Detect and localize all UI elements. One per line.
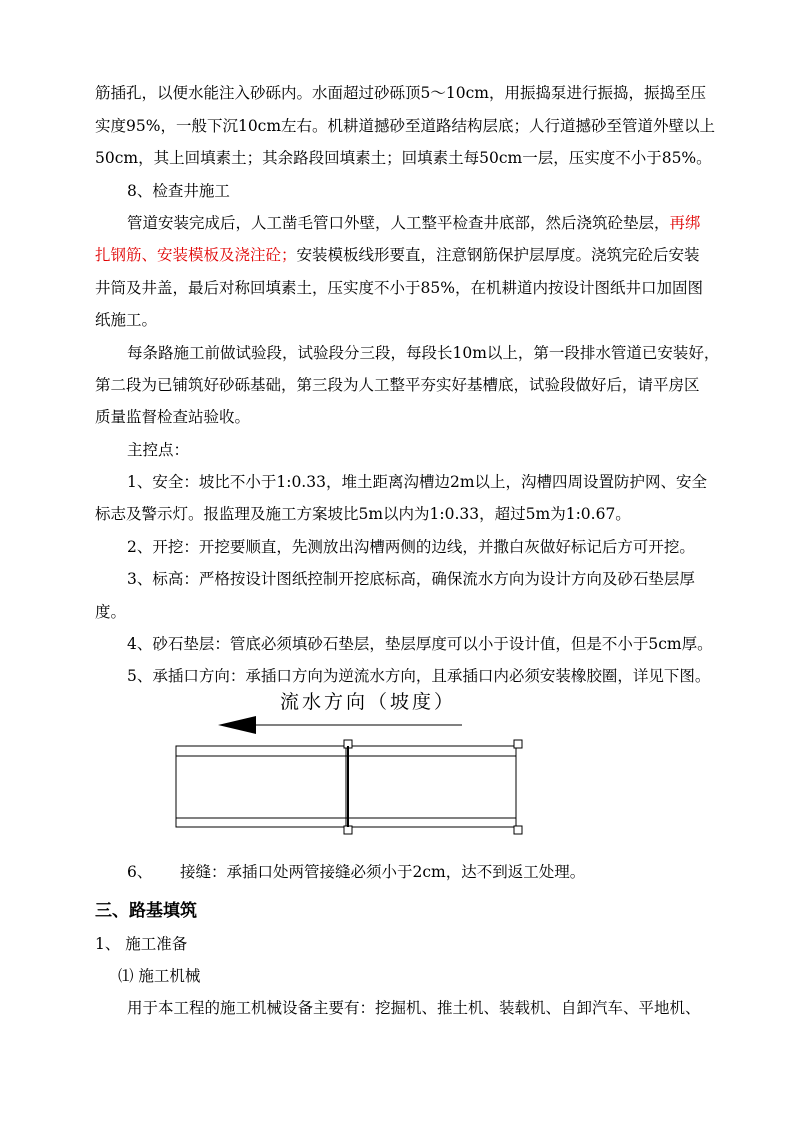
highlighted-text: 扎钢筋、安装模板及浇注砼； [95, 246, 297, 264]
text-line [127, 213, 701, 233]
subheading: 1、 施工准备 [95, 935, 188, 953]
text-line: 50cm，其上回填素土；其余路段回填素土；回填素土每50cm一层，压实度不小于85%。 [95, 149, 712, 167]
text-line: 用于本工程的施工机械设备主要有：挖掘机、推土机、装载机、自卸汽车、平地机、 [127, 999, 701, 1017]
list-item: 2、开挖：开挖要顺直，先测放出沟槽两侧的边线，并撒白灰做好标记后方可开挖。 [127, 538, 695, 556]
text-line: 井筒及井盖，最后对称回填素土，压实度不小于85%，在机耕道内按设计图纸井口加固图 [95, 279, 703, 297]
pipe-diagram-svg [160, 680, 540, 845]
flow-direction-label: 流水方向（坡度） [280, 691, 457, 713]
highlighted-text: 再绑 [669, 214, 701, 232]
list-item: 度。 [95, 603, 127, 621]
text-segment: 管道安装完成后，人工凿毛管口外壁，人工整平检查井底部，然后浇筑砼垫层， [127, 214, 670, 232]
list-item: 3、标高：严格按设计图纸控制开挖底标高，确保流水方向为设计方向及砂石垫层厚 [127, 570, 695, 588]
list-item: 标志及警示灯。报监理及施工方案坡比5m以内为1:0.33，超过5m为1:0.67。 [95, 505, 631, 523]
flow-arrow-head [218, 716, 256, 734]
socket-collar-bottom [514, 826, 522, 834]
text-line [95, 245, 700, 265]
section-heading: 三、路基填筑 [95, 901, 197, 921]
list-item: 4、砂石垫层：管底必须填砂石垫层，垫层厚度可以小于设计值，但是不小于5cm厚。 [127, 635, 713, 653]
text-line: 实度95%，一般下沉10cm左右。机耕道撼砂至道路结构层底；人行道撼砂至管道外壁以上 [95, 117, 716, 135]
text-segment: 安装模板线形要直，注意钢筋保护层厚度。浇筑完砼后安装 [296, 246, 700, 264]
subheading: ⑴ 施工机械 [118, 967, 201, 985]
list-item: 1、安全：坡比不小于1:0.33，堆土距离沟槽边2m以上，沟槽四周设置防护网、安全 [127, 473, 708, 491]
pipe-flow-diagram [160, 680, 540, 849]
list-item: 5、承插口方向：承插口方向为逆流水方向，且承插口内必须安装橡胶圈，详见下图。 [127, 667, 711, 685]
section-heading: 8、检查井施工 [127, 182, 230, 200]
subheading: 主控点： [127, 441, 190, 459]
socket-collar-top [514, 740, 522, 748]
text-line: 第二段为已铺筑好砂砾基础，第三段为人工整平夯实好基槽底，试验段做好后，请平房区 [95, 376, 700, 394]
socket-collar-bottom [344, 826, 352, 834]
text-line: 纸施工。 [95, 311, 158, 329]
pipe-left [176, 746, 346, 827]
text-line: 筋插孔，以便水能注入砂砾内。水面超过砂砾顶5～10cm，用振捣泵进行振捣，振捣至压 [95, 84, 706, 102]
text-line: 每条路施工前做试验段，试验段分三段，每段长10m以上，第一段排水管道已安装好， [127, 344, 720, 362]
pipe-right [346, 746, 516, 827]
list-item: 接缝：承插口处两管接缝必须小于2cm，达不到返工处理。 [180, 863, 586, 881]
list-number: 6、 [127, 863, 153, 881]
text-line: 质量监督检查站验收。 [95, 408, 251, 426]
